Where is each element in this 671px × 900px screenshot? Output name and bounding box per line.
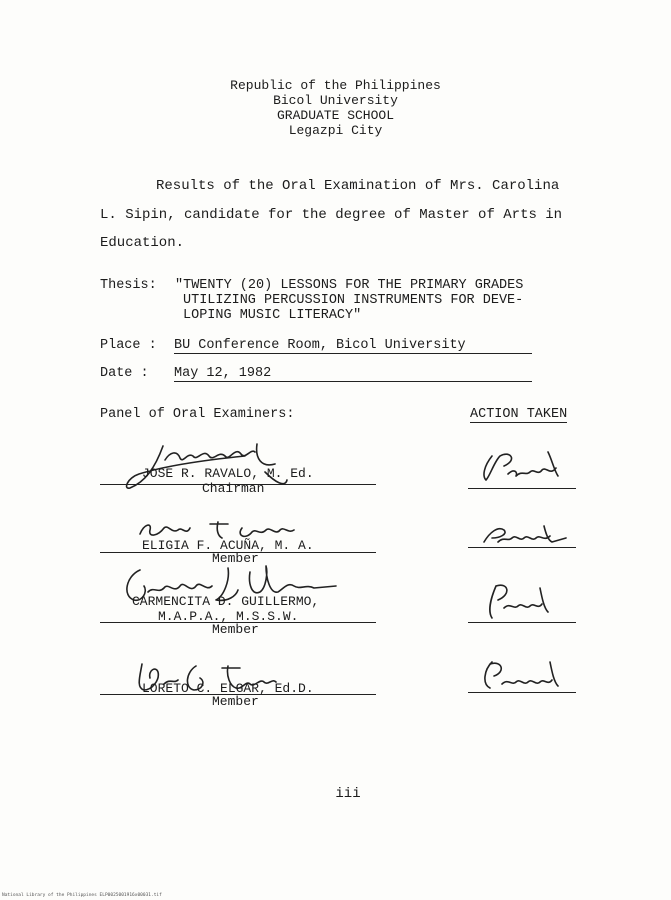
header-university: Bicol University — [273, 93, 398, 108]
footer-source: National Library of the Philippines ELP0025001916x00031.tif — [2, 893, 162, 898]
page-number: iii — [335, 786, 361, 802]
panel-heading: Panel of Oral Examiners: — [100, 407, 295, 422]
date-label: Date : — [100, 366, 149, 381]
date-value: May 12, 1982 — [174, 366, 532, 382]
examiner-4-name: LORETO C. ELGAR, Ed.D. — [142, 681, 314, 696]
examiner-4-role: Member — [212, 694, 259, 709]
action-1-handwriting — [478, 446, 568, 486]
action-3-rule — [468, 622, 576, 623]
action-2-rule — [468, 547, 576, 548]
examiner-3-role: Member — [212, 622, 259, 637]
examiner-2-role: Member — [212, 551, 259, 566]
action-2-handwriting — [478, 522, 568, 550]
place-label: Place : — [100, 338, 157, 353]
thesis-title-line-1: "TWENTY (20) LESSONS FOR THE PRIMARY GRADES — [175, 278, 524, 293]
action-3-handwriting — [482, 578, 562, 622]
examiner-3-name-line-2: M.A.P.A., M.S.S.W. — [158, 609, 299, 624]
thesis-title-line-3: LOPING MUSIC LITERACY" — [183, 308, 362, 323]
action-taken-heading: ACTION TAKEN — [470, 407, 568, 422]
thesis-title-line-2: UTILIZING PERCUSSION INSTRUMENTS FOR DEVE- — [183, 293, 524, 308]
header-graduate-school: GRADUATE SCHOOL — [276, 108, 395, 123]
action-4-handwriting — [478, 658, 568, 692]
place-value: BU Conference Room, Bicol University — [174, 338, 532, 354]
action-1-rule — [468, 488, 576, 489]
intro-line-1: Results of the Oral Examination of Mrs. Carolina — [156, 178, 560, 194]
examiner-1-role: Chairman — [202, 481, 265, 496]
header-republic: Republic of the Philippines — [230, 78, 441, 93]
examiner-1-name: JOSE R. RAVALO, M. Ed. — [142, 466, 314, 481]
examiner-3-name-line-1: CARMENCITA D. GUILLERMO, — [132, 594, 320, 609]
header-city: Legazpi City — [288, 123, 383, 138]
intro-line-3: Education. — [100, 235, 185, 251]
thesis-label: Thesis: — [100, 278, 157, 293]
action-4-rule — [468, 692, 576, 693]
intro-line-2: L. Sipin, candidate for the degree of Master of Arts in — [100, 207, 563, 223]
examiner-2-name: ELIGIA F. ACUÑA, M. A. — [142, 538, 314, 553]
